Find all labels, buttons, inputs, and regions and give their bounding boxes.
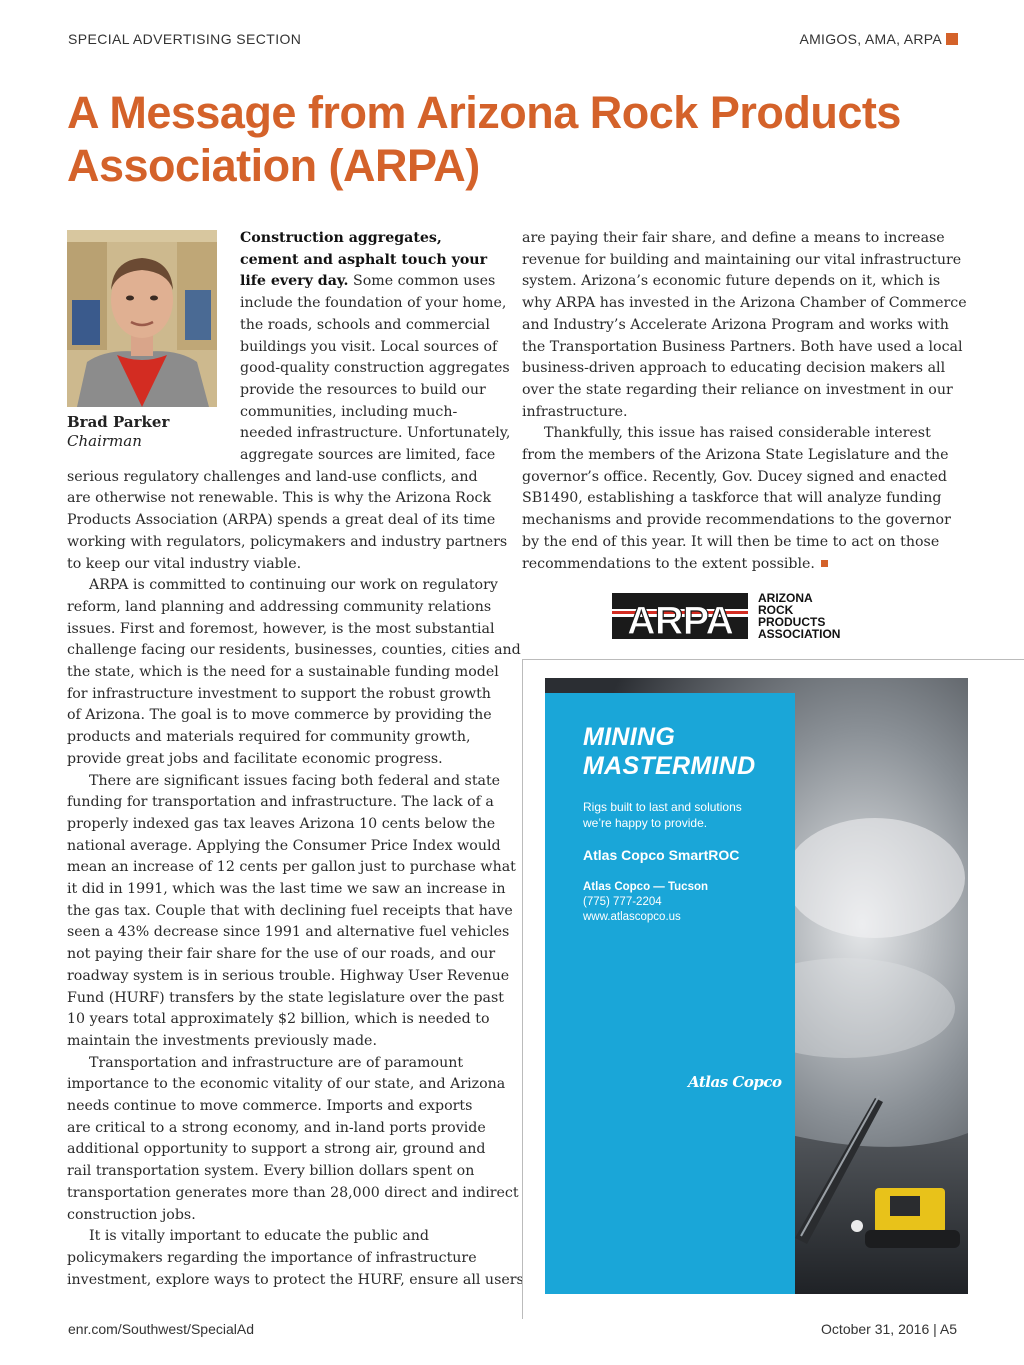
- article-line: [522, 510, 951, 530]
- section-label: SPECIAL ADVERTISING SECTION: [68, 31, 302, 47]
- arpa-logo: [608, 590, 878, 642]
- article-line: [240, 402, 457, 422]
- article-line: [522, 402, 628, 422]
- article-line: [522, 358, 945, 378]
- article-line: 10 years total approximately $2 billion, which is needed to: [67, 1011, 490, 1028]
- portrait-illustration: [67, 230, 217, 407]
- ad-blue-panel: [545, 693, 795, 1294]
- body-text: system. Arizona’s economic future depends on it, which is: [522, 273, 941, 290]
- body-text: mechanisms and provide recommendations to the governor: [522, 512, 951, 529]
- body-text: why ARPA has invested in the Arizona Chamber of Commerce: [522, 295, 967, 312]
- body-text: business-driven approach to educating decision makers all: [522, 360, 946, 377]
- paragraph-first-line: ARPA is committed to continuing our work on regulatory: [89, 577, 498, 594]
- body-text: buildings you visit. Local sources of: [240, 338, 498, 355]
- body-text: good-quality construction aggregates: [240, 360, 510, 377]
- article-line: [240, 423, 510, 443]
- footer-url[interactable]: enr.com/Southwest/SpecialAd: [68, 1321, 254, 1337]
- body-text: recommendations to the extent possible.: [522, 555, 815, 572]
- body-text: infrastructure.: [522, 403, 628, 420]
- article-line: provide great jobs and facilitate economic progress.: [67, 750, 443, 767]
- article-line: needs continue to move commerce. Imports and exports: [67, 1098, 473, 1114]
- article-line: [522, 467, 947, 487]
- body-text: needed infrastructure. Unfortunately,: [240, 425, 511, 442]
- article-line: policymakers regarding the importance of infrastructure: [67, 1249, 477, 1266]
- article-line: funding for transportation and infrastructure. The lack of a: [67, 794, 494, 811]
- article-line: [522, 337, 963, 357]
- article-line: [522, 293, 967, 313]
- article-line: [522, 228, 945, 248]
- header-tags-text: AMIGOS, AMA, ARPA: [799, 31, 942, 47]
- atlas-copco-ad[interactable]: [545, 678, 968, 1294]
- article-line: roadway system is in serious trouble. Highway User Revenue: [67, 967, 510, 984]
- logo-line-4: ASSOCIATION: [758, 627, 841, 641]
- article-line: not paying their fair share for the use of our roads, and our: [67, 946, 496, 963]
- paragraph-first-line: Transportation and infrastructure are of paramount: [89, 1054, 464, 1071]
- article-line: properly indexed gas tax leaves Arizona 10 cents below the: [67, 815, 496, 832]
- body-text: Some common uses: [348, 273, 496, 290]
- article-line: [240, 358, 510, 378]
- article-line: the state, which is the need for a sustainable funding model: [67, 664, 499, 680]
- body-text: provide the resources to build our: [240, 381, 486, 398]
- arpa-logo-graphic: [608, 590, 878, 642]
- body-text: by the end of this year. It will then be time to act on those: [522, 533, 940, 550]
- article-line: [522, 380, 953, 400]
- article-line: construction jobs.: [67, 1206, 196, 1223]
- article-line: additional opportunity to support a strong air, ground and: [67, 1141, 486, 1158]
- body-text: Thankfully, this issue has raised considerable interest: [544, 425, 931, 442]
- article-line: [240, 228, 442, 248]
- article-line: [240, 271, 495, 291]
- body-text: revenue for building and maintaining our vital infrastructure: [522, 251, 962, 268]
- article-line: maintain the investments previously made.: [67, 1032, 377, 1049]
- body-text: and Industry’s Accelerate Arizona Program and works with: [522, 316, 949, 333]
- article-line: [522, 315, 949, 335]
- paragraph-first-line: [544, 423, 931, 443]
- article-line: of Arizona. The goal is to move commerce by providing the: [67, 707, 492, 724]
- article-line: seen a 43% decrease since 1991 and alternative fuel vehicles: [67, 924, 510, 941]
- article-line: working with regulators, policymakers and industry partners: [67, 533, 508, 550]
- article-line: are critical to a strong economy, and in-land ports provide: [67, 1119, 486, 1136]
- article-line: mean an increase of 12 cents per gallon just to purchase what: [67, 859, 516, 876]
- body-text: from the members of the Arizona State Legislature and the: [522, 447, 949, 463]
- article-line: Fund (HURF) transfers by the state legislature over the past: [67, 989, 504, 1006]
- ad-headline: [583, 723, 755, 781]
- body-text: are paying their fair share, and define a means to increase: [522, 230, 945, 246]
- article-line: [240, 445, 495, 465]
- article-line: [240, 293, 506, 313]
- ad-tagline-line-1: Rigs built to last and solutions: [583, 800, 742, 814]
- ad-product-name: Atlas Copco SmartROC: [583, 847, 740, 863]
- article-line: [522, 271, 940, 291]
- orange-square-icon: [946, 33, 958, 45]
- ad-tagline: [583, 799, 742, 831]
- body-text: SB1490, establishing a taskforce that will analyze funding: [522, 490, 942, 507]
- article-line: importance to the economic vitality of our state, and Arizona: [67, 1076, 506, 1093]
- article-line: Products Association (ARPA) spends a great deal of its time: [67, 512, 496, 529]
- body-text: over the state regarding their reliance on investment in our: [522, 381, 953, 398]
- article-line: serious regulatory challenges and land-use conflicts, and: [67, 468, 478, 485]
- ad-headline-line-1: MINING: [583, 723, 676, 751]
- article-line: transportation generates more than 28,000 direct and indirect: [67, 1184, 519, 1201]
- ad-contact-name: Atlas Copco — Tucson: [583, 881, 709, 893]
- article-line: investment, explore ways to protect the HURF, ensure all users: [67, 1271, 524, 1288]
- article-line: [522, 445, 949, 465]
- arpa-mark: ARPA: [626, 599, 734, 642]
- article-line: reform, land planning and addressing community relations: [67, 598, 492, 615]
- article-line: are otherwise not renewable. This is why the Arizona Rock: [67, 490, 492, 507]
- atlas-copco-logo: Atlas Copco: [688, 1073, 782, 1091]
- paragraph-first-line: It is vitally important to educate the public and: [89, 1228, 429, 1245]
- header-tags: [799, 31, 958, 47]
- body-text: governor’s office. Recently, Gov. Ducey signed and enacted: [522, 468, 947, 485]
- ad-tagline-line-2: we’re happy to provide.: [583, 816, 708, 830]
- lead-in-text: life every day.: [240, 273, 349, 290]
- article-line: [522, 488, 942, 508]
- ad-phone: (775) 777-2204: [583, 896, 662, 908]
- lead-in-text: cement and asphalt touch your: [240, 251, 488, 268]
- end-mark-icon: [821, 560, 828, 567]
- article-line: national average. Applying the Consumer Price Index would: [67, 837, 501, 854]
- paragraph-first-line: There are significant issues facing both federal and state: [89, 772, 501, 789]
- body-text: aggregate sources are limited, face: [240, 447, 496, 463]
- portrait-photo: [67, 230, 217, 407]
- logo-line-3: PRODUCTS: [758, 615, 826, 629]
- article-line: rail transportation system. Every billion dollars spent on: [67, 1163, 475, 1180]
- ad-headline-line-2: MASTERMIND: [583, 752, 756, 780]
- ad-contact: [583, 880, 708, 925]
- body-text: communities, including much-: [240, 403, 458, 420]
- logo-line-1: ARIZONA: [758, 591, 813, 605]
- article-line: [240, 380, 486, 400]
- article-line: products and materials required for community growth,: [67, 729, 471, 746]
- article-line: it did in 1991, which was the last time we saw an increase in: [67, 881, 506, 897]
- article-line: for infrastructure investment to support the robust growth: [67, 685, 491, 702]
- logo-line-2: ROCK: [758, 603, 794, 617]
- body-text: the Transportation Business Partners. Both have used a local: [522, 338, 963, 355]
- portrait-name: Brad Parker: [67, 413, 170, 431]
- article-line: [522, 532, 939, 552]
- article-line: issues. First and foremost, however, is the most substantial: [67, 620, 495, 637]
- article-line: [522, 554, 828, 574]
- portrait-role: Chairman: [67, 432, 142, 450]
- lead-in-text: Construction aggregates,: [240, 230, 442, 246]
- article-line: [240, 315, 490, 335]
- page-title: [67, 86, 967, 192]
- title-line-1: A Message from Arizona Rock Products: [67, 87, 901, 138]
- article-line: [240, 250, 487, 270]
- ad-url[interactable]: www.atlascopco.us: [583, 911, 681, 923]
- body-text: the roads, schools and commercial: [240, 316, 490, 333]
- article-line: [240, 337, 497, 357]
- article-line: to keep our vital industry viable.: [67, 555, 302, 572]
- article-line: the gas tax. Couple that with declining fuel receipts that have: [67, 902, 513, 919]
- footer-date-page: October 31, 2016 | A5: [821, 1321, 957, 1337]
- article-line: challenge facing our residents, businesses, counties, cities and: [67, 642, 521, 659]
- body-text: include the foundation of your home,: [240, 295, 507, 312]
- title-line-2: Association (ARPA): [67, 140, 480, 191]
- article-line: [522, 250, 961, 270]
